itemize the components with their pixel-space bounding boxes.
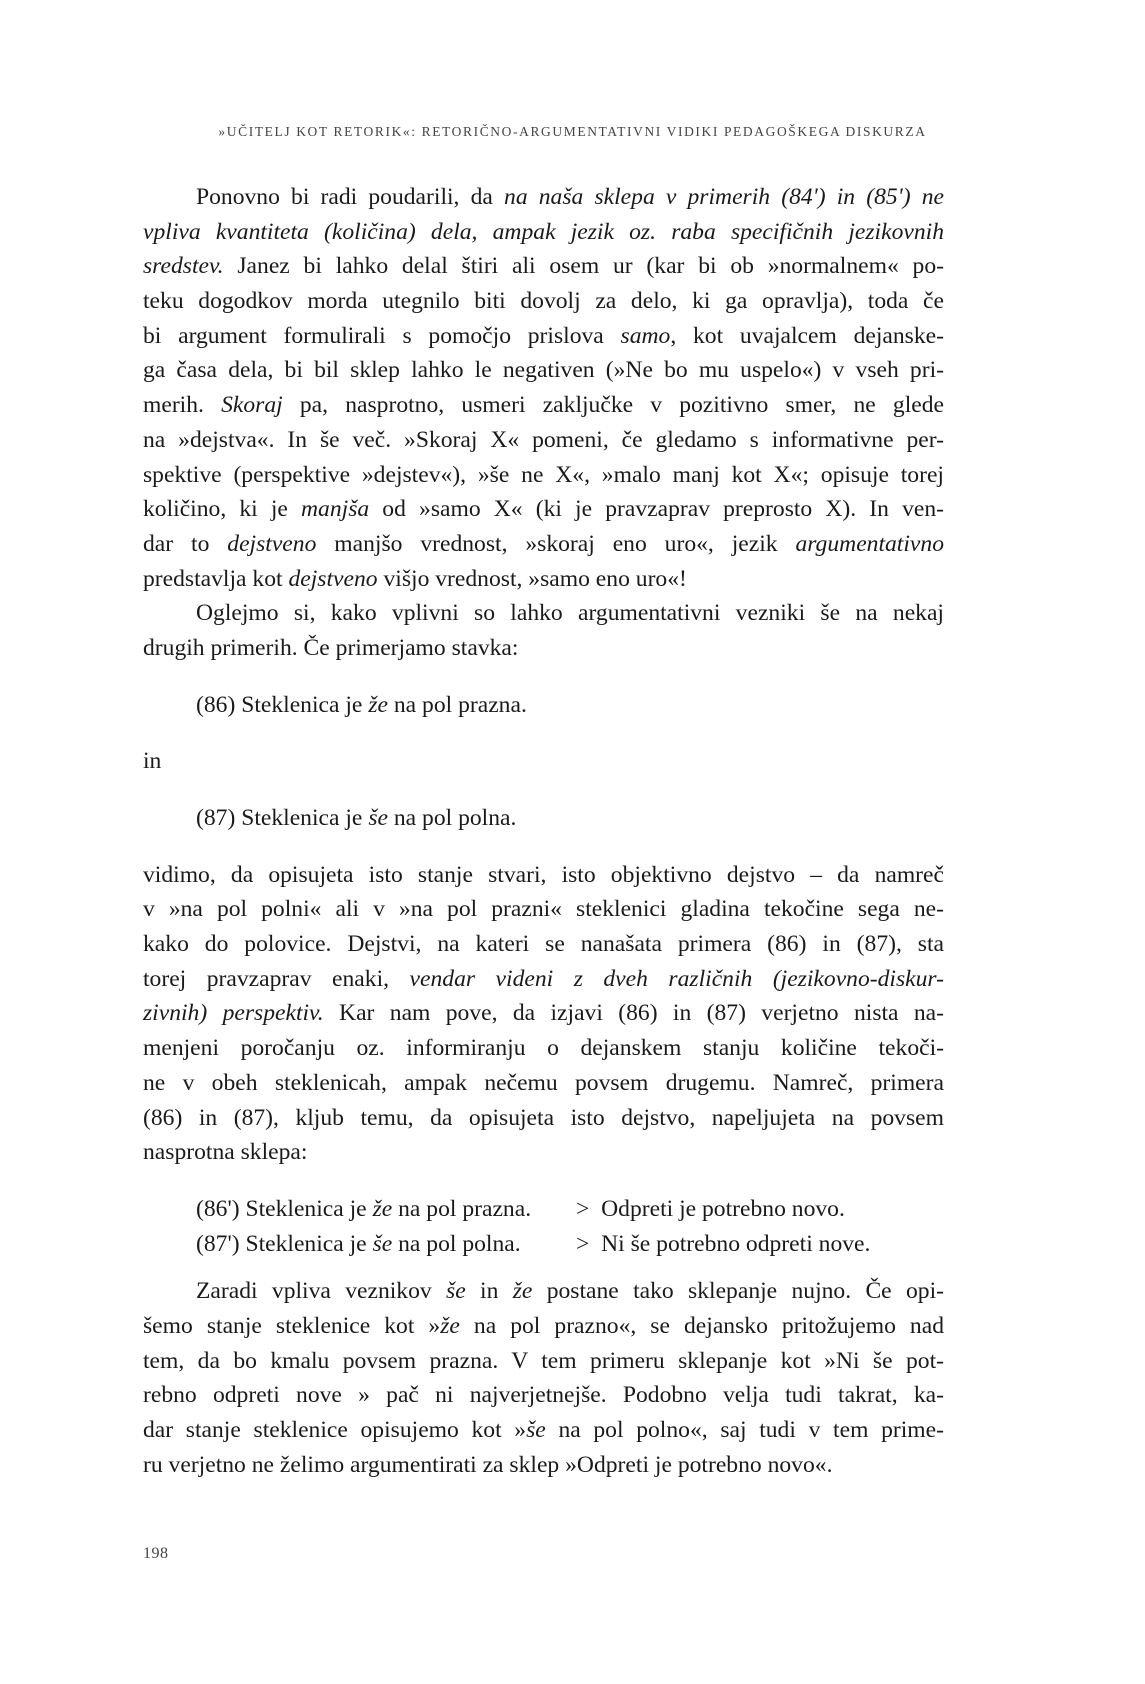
paragraph-3: [143, 858, 944, 1170]
arrow: >: [576, 1230, 590, 1257]
connector-in: in: [143, 748, 162, 775]
text-line: šemo stanje steklenice kot »že na pol prazno«, se dejansko pritožujemo nad: [143, 1312, 944, 1339]
example-87-prime: [196, 1227, 944, 1262]
example-86: (86) Steklenica je že na pol prazna.: [196, 691, 527, 718]
text-line: bi argument formulirali s pomočjo prislova samo, kot uvajalcem dejanske-: [143, 322, 944, 349]
paragraph-1: [143, 180, 944, 596]
example-conclusion: Odpreti je potrebno novo.: [601, 1195, 845, 1222]
text-line: sredstev. Janez bi lahko delal štiri ali osem ur (kar bi ob »normalnem« po-: [143, 253, 944, 280]
paragraph-4: [143, 1274, 944, 1482]
text-line: menjeni poročanju oz. informiranju o dejanskem stanju količine tekoči-: [143, 1035, 944, 1062]
text-line: dar to dejstveno manjšo vrednost, »skoraj eno uro«, jezik argumentativno: [143, 530, 944, 557]
text-line: Zaradi vpliva veznikov še in že postane tako sklepanje nujno. Če opi-: [196, 1278, 944, 1305]
text-line: kako do polovice. Dejstvi, na kateri se nanašata primera (86) in (87), sta: [143, 931, 944, 958]
text-line: predstavlja kot dejstveno višjo vrednost, »samo eno uro«!: [143, 565, 687, 592]
text-line: vpliva kvantiteta (količina) dela, ampak jezik oz. raba specifičnih jezikovnih: [143, 218, 944, 245]
text-line: ne v obeh steklenicah, ampak nečemu povsem drugemu. Namreč, primera: [143, 1069, 944, 1096]
text-line: dar stanje steklenice opisujemo kot »še na pol polno«, saj tudi v tem prime-: [143, 1417, 944, 1443]
page-number: 198: [143, 1545, 169, 1562]
text-line: (86) in (87), kljub temu, da opisujeta isto dejstvo, napeljujeta na povsem: [143, 1104, 944, 1131]
example-source: (87') Steklenica je še na pol polna.: [196, 1230, 521, 1257]
text-line: spektive (perspektive »dejstev«), »še ne X«, »malo manj kot X«; opisuje torej: [143, 461, 944, 488]
text-line: na »dejstva«. In še več. »Skoraj X« pomeni, če gledamo s informativne per-: [143, 426, 944, 453]
text-line: Ponovno bi radi poudarili, da na naša sklepa v primerih (84') in (85') ne: [196, 184, 944, 210]
text-line: ga časa dela, bi bil sklep lahko le negativen (»Ne bo mu uspelo«) v vseh pri-: [143, 357, 944, 384]
text-line: količino, ki je manjša od »samo X« (ki je pravzaprav preprosto X). In ven-: [143, 496, 944, 523]
text-line: rebno odpreti nove » pač ni najverjetnejše. Podobno velja tudi takrat, ka-: [143, 1382, 944, 1409]
text-line: torej pravzaprav enaki, vendar videni z dveh različnih (jezikovno-diskur-: [143, 965, 944, 992]
text-line: tem, da bo kmalu povsem prazna. V tem primeru sklepanje kot »Ni še pot-: [143, 1347, 944, 1374]
example-conclusion: Ni še potrebno odpreti nove.: [601, 1230, 871, 1257]
running-head: »UČITELJ KOT RETORIK«: RETORIČNO-ARGUMENTATIVNI VIDIKI PEDAGOŠKEGA DISKURZA: [218, 124, 927, 139]
text-line: ru verjetno ne želimo argumentirati za sklep »Odpreti je potrebno novo«.: [143, 1451, 833, 1478]
text-line: teku dogodkov morda utegnilo biti dovolj za delo, ki ga opravlja), toda če: [143, 288, 944, 315]
examples-conclusions: [143, 1192, 944, 1261]
body-text: [143, 180, 944, 1482]
text-line: nasprotna sklepa:: [143, 1139, 308, 1166]
text-line: merih. Skoraj pa, nasprotno, usmeri zaključke v pozitivno smer, ne glede: [143, 392, 944, 419]
text-line: zivnih) perspektiv. Kar nam pove, da izjavi (86) in (87) verjetno nista na-: [143, 1000, 945, 1027]
example-87: (87) Steklenica je še na pol polna.: [196, 805, 517, 831]
paragraph-2: [143, 596, 944, 665]
arrow: >: [576, 1195, 590, 1222]
text-line: Oglejmo si, kako vplivni so lahko argumentativni vezniki še na nekaj: [196, 600, 944, 627]
text-line: v »na pol polni« ali v »na pol prazni« steklenici gladina tekočine sega ne-: [143, 896, 944, 923]
example-86-prime: [196, 1192, 944, 1227]
text-line: vidimo, da opisujeta isto stanje stvari, isto objektivno dejstvo – da namreč: [143, 861, 944, 888]
text-line: drugih primerih. Če primerjamo stavka:: [143, 634, 519, 661]
example-source: (86') Steklenica je že na pol prazna.: [196, 1195, 532, 1222]
